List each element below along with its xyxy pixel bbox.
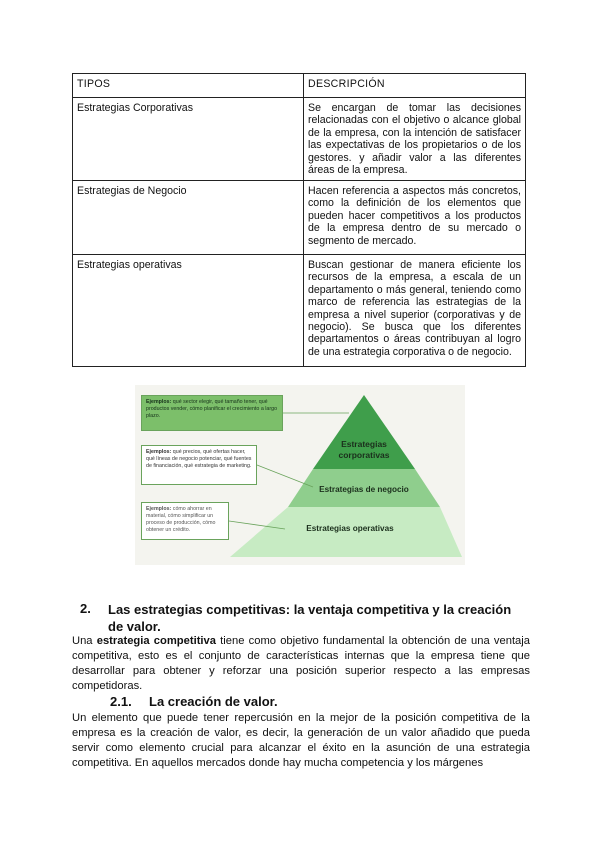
callout-corporate-examples: Ejemplos: qué sector elegir, qué tamaño tener, qué productos vender, cómo planificar el crecimiento a largo plazo. <box>141 395 283 431</box>
pyramid-label-corporate-1: Estrategias <box>341 439 387 449</box>
header-descripcion: DESCRIPCIÓN <box>304 74 526 98</box>
section-2-number: 2. <box>80 601 91 616</box>
callout-business-examples: Ejemplos: qué precios, qué ofertas hacer, qué líneas de negocio potenciar, qué fuentes de financiación, qué estrategia de marketing. <box>141 445 257 485</box>
table-row <box>73 255 526 367</box>
strategy-types-table <box>72 73 526 367</box>
pyramid-label-business: Estrategias de negocio <box>319 485 409 494</box>
bold-term: estrategia competitiva <box>96 635 216 647</box>
connector-line <box>257 465 313 487</box>
section-2-1-paragraph: Un elemento que puede tener repercusión en la mejor de la posición competitiva de la empresa es la creación de valor, es decir, la generación de un valor añadido que pueda servir como elemento crucial para alcanzar el éxito en la asunción de una estrategia competitiva. En aquellos mercados donde hay mucha competencia y los márgenes <box>72 712 530 769</box>
row-tipo: Estrategias Corporativas <box>73 98 304 181</box>
row-tipo: Estrategias operativas <box>73 255 304 367</box>
section-2-paragraph: Una estrategia competitiva tiene como objetivo fundamental la obtención de una ventaja competitiva, esto es el conjunto de características internas que la empresa tiene que desarrollar para obtener y reforzar una posición superior respecto a las empresas competidoras. <box>72 635 530 692</box>
callout-operational-examples: Ejemplos: cómo ahorrar en material, cómo simplificar un proceso de producción, cómo obtener un crédito. <box>141 502 229 540</box>
table-row <box>73 98 526 181</box>
table-row <box>73 181 526 255</box>
section-2-title: Las estrategias competitivas: la ventaja competitiva y la creación de valor. <box>108 602 512 634</box>
table-header-row <box>73 74 526 98</box>
row-descripcion: Se encargan de tomar las decisiones relacionadas con el objetivo o alcance global de la empresa, con la intención de satisfacer las expectativas de los propietarios o de los gestores. y añadir valor a las diferentes áreas de la empresa. <box>304 98 526 181</box>
strategy-pyramid-figure <box>135 385 465 565</box>
row-descripcion: Hacen referencia a aspectos más concretos, como la definición de los elementos que pueden hacer competitivos a los productos de la empresa dentro de su mercado o segmento de mercado. <box>304 181 526 255</box>
header-tipos: TIPOS <box>73 74 304 98</box>
row-tipo: Estrategias de Negocio <box>73 181 304 255</box>
section-2-1-number: 2.1. <box>110 694 132 709</box>
row-descripcion: Buscan gestionar de manera eficiente los recursos de la empresa, a escala de un departamento o más general, teniendo como marco de referencia las estrategias de la empresa a nivel superior (corporativas y de negocio). Se busca que los diferentes departamentos o áreas contribuyan al logro de una estrategia corporativa o de negocio. <box>304 255 526 367</box>
section-2-1-title: La creación de valor. <box>149 694 278 709</box>
pyramid-label-operational: Estrategias operativas <box>306 524 394 533</box>
pyramid-label-corporate-2: corporativas <box>338 450 390 460</box>
